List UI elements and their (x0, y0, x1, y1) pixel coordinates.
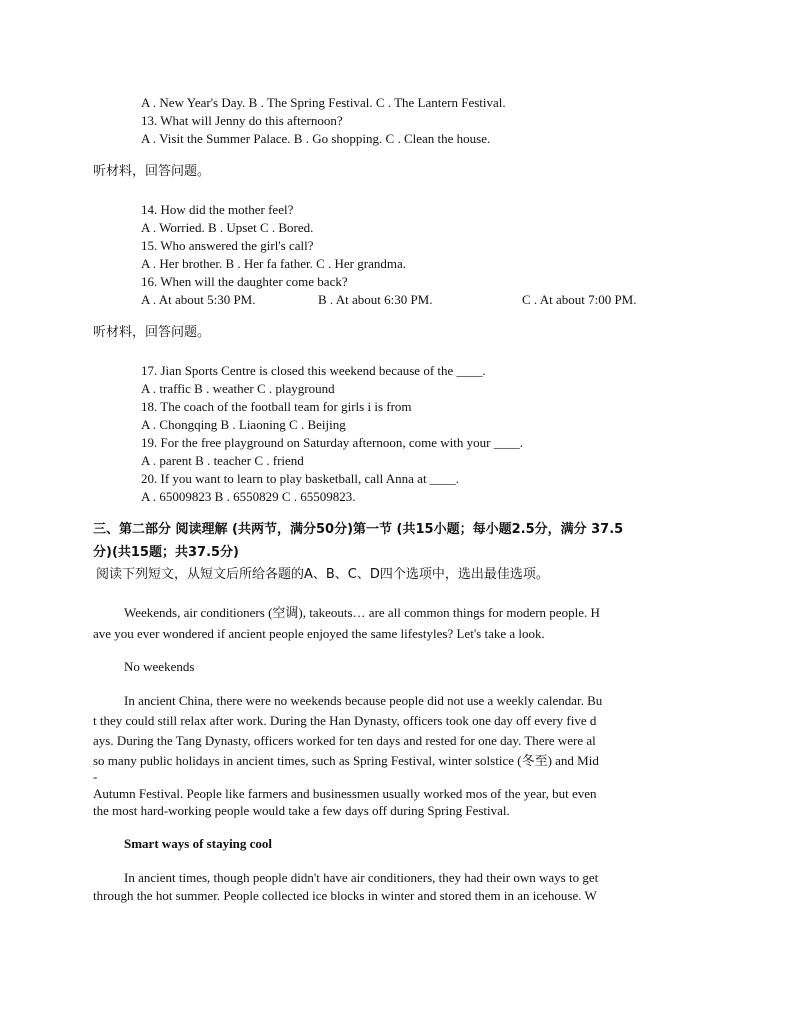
paragraph-1-line-7: the most hard-working people would take a few days off during Spring Festival. (93, 803, 510, 818)
paragraph-2-line-2: through the hot summer. People collected ice blocks in winter and stored them in an icehouse. W (93, 888, 597, 903)
reading-instruction: 阅读下列短文，从短文后所给各题的A、B、C、D四个选项中，选出最佳选项。 (96, 567, 549, 582)
subtitle-staying-cool: Smart ways of staying cool (124, 836, 273, 851)
intro-line-2: ave you ever wondered if ancient people enjoyed the same lifestyles? Let's take a look. (93, 626, 545, 641)
question-18: 18. The coach of the football team for girls i is from (141, 399, 412, 414)
question-18-options: A . Chongqing B . Liaoning C . Beijing (141, 417, 346, 432)
question-19-options: A . parent B . teacher C . friend (141, 453, 304, 468)
question-15-options: A . Her brother. B . Her fa father. C . Her grandma. (141, 256, 406, 271)
question-13-options: A . Visit the Summer Palace. B . Go shopping. C . Clean the house. (141, 131, 491, 146)
paragraph-1-line-4: so many public holidays in ancient times, such as Spring Festival, winter solstice (冬至) and Mid (93, 753, 599, 768)
paragraph-1-line-5: - (93, 769, 98, 784)
question-16-option-c: C . At about 7:00 PM. (522, 292, 637, 307)
question-20: 20. If you want to learn to play basketball, call Anna at ____. (141, 471, 460, 486)
intro-line-1: Weekends, air conditioners (空调), takeouts… are all common things for modern people. H (124, 605, 600, 620)
listening-instruction-2: 听材料，回答问题。 (93, 325, 211, 340)
question-13: 13. What will Jenny do this afternoon? (141, 113, 343, 128)
paragraph-2-line-1: In ancient times, though people didn't have air conditioners, they had their own ways to get (124, 870, 599, 885)
question-20-options: A . 65009823 B . 6550829 C . 65509823. (141, 489, 356, 504)
question-17: 17. Jian Sports Centre is closed this weekend because of the ____. (141, 363, 486, 378)
question-14: 14. How did the mother feel? (141, 202, 294, 217)
paragraph-1-line-6: Autumn Festival. People like farmers and businessmen usually worked mos of the year, but even (93, 786, 597, 801)
question-16: 16. When will the daughter come back? (141, 274, 348, 289)
question-17-options: A . traffic B . weather C . playground (141, 381, 335, 396)
paragraph-1-line-3: ays. During the Tang Dynasty, officers worked for ten days and rested for one day. There were al (93, 733, 596, 748)
question-15: 15. Who answered the girl's call? (141, 238, 314, 253)
paragraph-1-line-2: t they could still relax after work. During the Han Dynasty, officers took one day off every five d (93, 713, 597, 728)
question-14-options: A . Worried. B . Upset C . Bored. (141, 220, 314, 235)
question-19: 19. For the free playground on Saturday afternoon, come with your ____. (141, 435, 523, 450)
section-heading-line-1: 三、第二部分 阅读理解 (共两节，满分50分)第一节 (共15小题；每小题2.5分，满分 37.5 (93, 522, 624, 537)
subtitle-no-weekends: No weekends (124, 659, 195, 674)
question-12-options: A . New Year's Day. B . The Spring Festival. C . The Lantern Festival. (141, 95, 506, 110)
section-heading-line-2: 分)(共15题；共37.5分) (93, 545, 239, 560)
paragraph-1-line-1: In ancient China, there were no weekends because people did not use a weekly calendar. Bu (124, 693, 603, 708)
listening-instruction-1: 听材料，回答问题。 (93, 164, 211, 179)
question-16-option-b: B . At about 6:30 PM. (318, 292, 433, 307)
question-16-option-a: A . At about 5:30 PM. (141, 292, 256, 307)
